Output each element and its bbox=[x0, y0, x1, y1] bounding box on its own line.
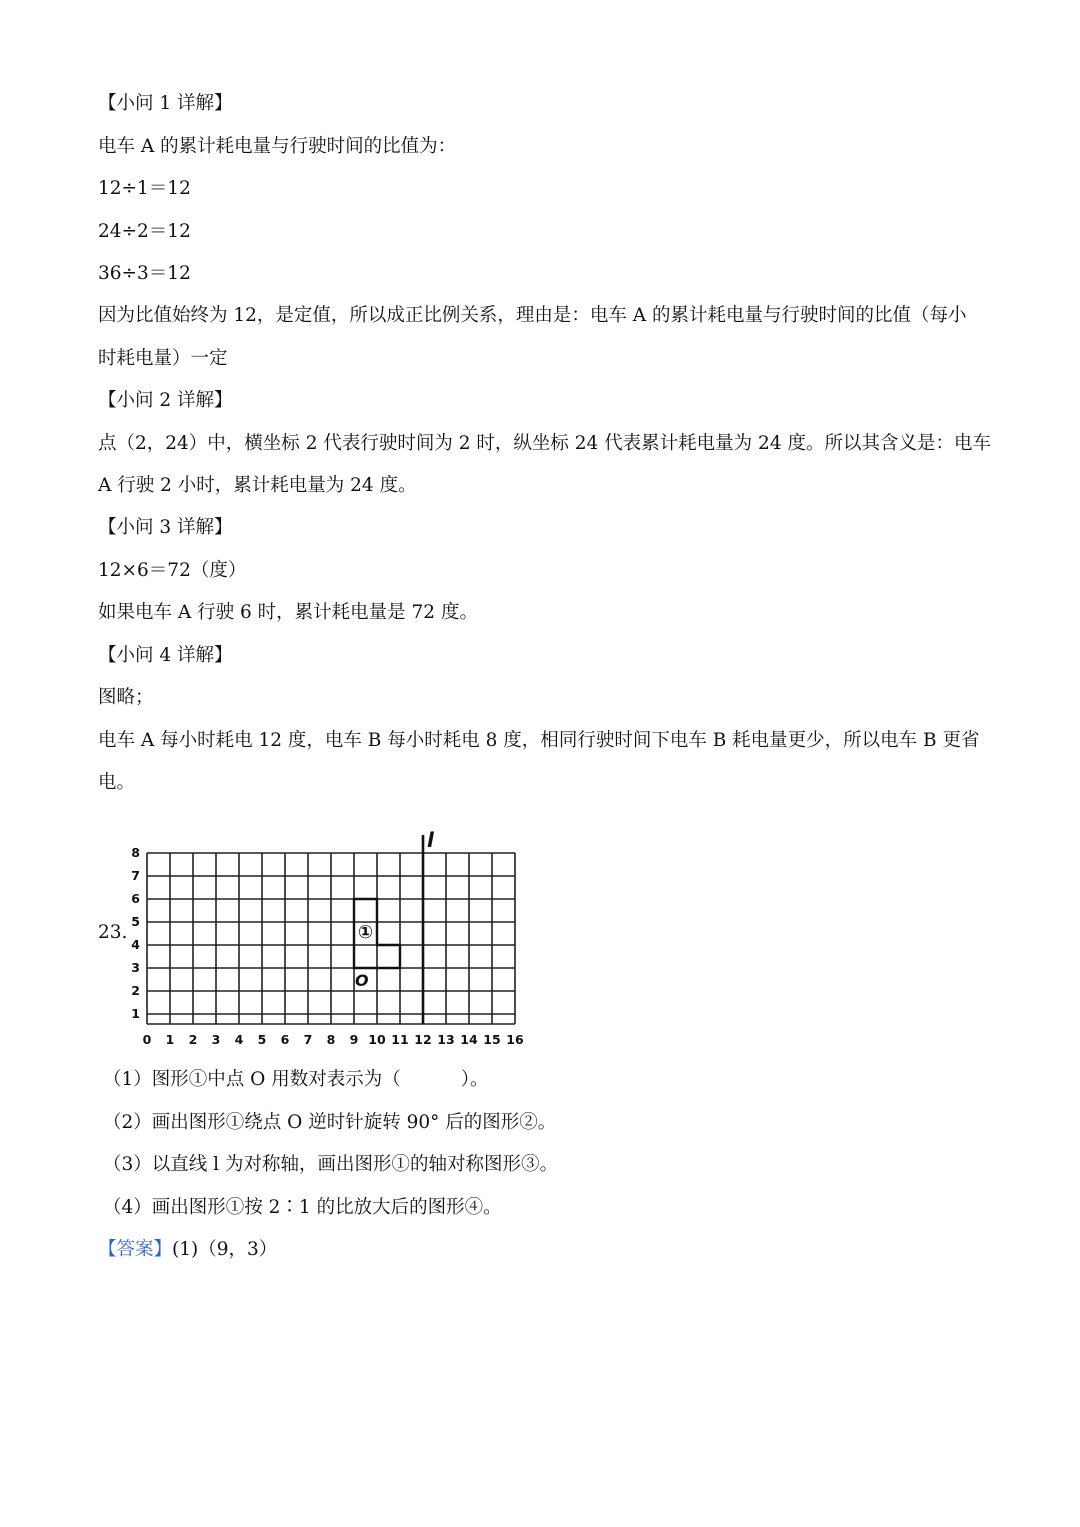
x-tick-label: 5 bbox=[257, 1032, 267, 1044]
q1-line: 24÷2＝12 bbox=[98, 221, 191, 242]
q2-line: 点（2，24）中，横坐标 2 代表行驶时间为 2 时，纵坐标 24 代表累计耗电量为 24 度。所以其含义是：电车 bbox=[98, 433, 991, 454]
x-tick-label: 8 bbox=[326, 1032, 336, 1044]
grid-figure bbox=[125, 826, 535, 1044]
x-tick-label: 3 bbox=[211, 1032, 221, 1044]
x-tick-label: 14 bbox=[460, 1032, 478, 1044]
q1-line: 因为比值始终为 12，是定值，所以成正比例关系，理由是：电车 A 的累计耗电量与行驶时间的比值（每小 bbox=[98, 305, 967, 326]
subquestion-2: （2）画出图形①绕点 O 逆时针旋转 90° 后的图形②。 bbox=[103, 1112, 557, 1133]
q1-line: 电车 A 的累计耗电量与行驶时间的比值为： bbox=[98, 136, 457, 157]
subquestion-1-text: （1）图形①中点 O 用数对表示为（ bbox=[103, 1069, 401, 1090]
q2-heading: 【小问 2 详解】 bbox=[98, 390, 233, 411]
q4-line: 图略； bbox=[98, 687, 154, 708]
problem-number: 23. bbox=[98, 922, 128, 943]
y-tick-label: 2 bbox=[131, 983, 140, 998]
figure-1-label: ① bbox=[357, 922, 374, 944]
y-tick-label: 1 bbox=[131, 1006, 140, 1021]
y-tick-label: 7 bbox=[131, 868, 140, 883]
x-tick-label: 12 bbox=[414, 1032, 432, 1044]
y-tick-label: 8 bbox=[131, 845, 140, 860]
subquestion-3: （3）以直线 l 为对称轴，画出图形①的轴对称图形③。 bbox=[103, 1154, 558, 1175]
q2-line: A 行驶 2 小时，累计耗电量为 24 度。 bbox=[98, 475, 417, 496]
q4-heading: 【小问 4 详解】 bbox=[98, 645, 233, 666]
x-tick-label: 16 bbox=[506, 1032, 524, 1044]
line-label: l bbox=[427, 828, 434, 852]
subquestion-4: （4）画出图形①按 2∶1 的比放大后的图形④。 bbox=[103, 1197, 502, 1218]
y-tick-label: 6 bbox=[131, 891, 140, 906]
coordinate-grid bbox=[125, 826, 535, 1044]
q3-heading: 【小问 3 详解】 bbox=[98, 517, 233, 538]
q3-line: 12×6＝72（度） bbox=[98, 560, 247, 581]
q1-heading: 【小问 1 详解】 bbox=[98, 93, 233, 114]
x-tick-label: 7 bbox=[303, 1032, 313, 1044]
x-tick-label: 1 bbox=[165, 1032, 175, 1044]
q1-line: 36÷3＝12 bbox=[98, 263, 191, 284]
x-tick-label: 2 bbox=[188, 1032, 198, 1044]
q1-line: 时耗电量）一定 bbox=[98, 348, 228, 369]
subquestion-1 bbox=[103, 1068, 488, 1092]
x-tick-label: 10 bbox=[368, 1032, 386, 1044]
x-tick-label: 13 bbox=[437, 1032, 455, 1044]
y-tick-label: 3 bbox=[131, 960, 140, 975]
y-tick-label: 4 bbox=[131, 937, 140, 952]
q4-line: 电车 A 每小时耗电 12 度，电车 B 每小时耗电 8 度，相同行驶时间下电车 B 耗电量更少，所以电车 B 更省 bbox=[98, 730, 980, 751]
x-tick-label: 9 bbox=[349, 1032, 359, 1044]
y-tick-label: 5 bbox=[131, 914, 140, 929]
answer-text: (1)（9，3） bbox=[172, 1239, 278, 1260]
q4-line: 电。 bbox=[98, 772, 136, 793]
subquestion-1-tail: ）。 bbox=[460, 1069, 489, 1090]
answer-line bbox=[98, 1238, 277, 1262]
x-tick-label: 11 bbox=[391, 1032, 409, 1044]
q1-line: 12÷1＝12 bbox=[98, 178, 191, 199]
x-tick-label: 15 bbox=[483, 1032, 501, 1044]
x-tick-label: 0 bbox=[142, 1032, 152, 1044]
point-o-label: O bbox=[355, 971, 369, 990]
q3-line: 如果电车 A 行驶 6 时，累计耗电量是 72 度。 bbox=[98, 602, 478, 623]
x-tick-label: 4 bbox=[234, 1032, 244, 1044]
answer-tag: 【答案】 bbox=[98, 1239, 173, 1260]
x-tick-label: 6 bbox=[280, 1032, 290, 1044]
